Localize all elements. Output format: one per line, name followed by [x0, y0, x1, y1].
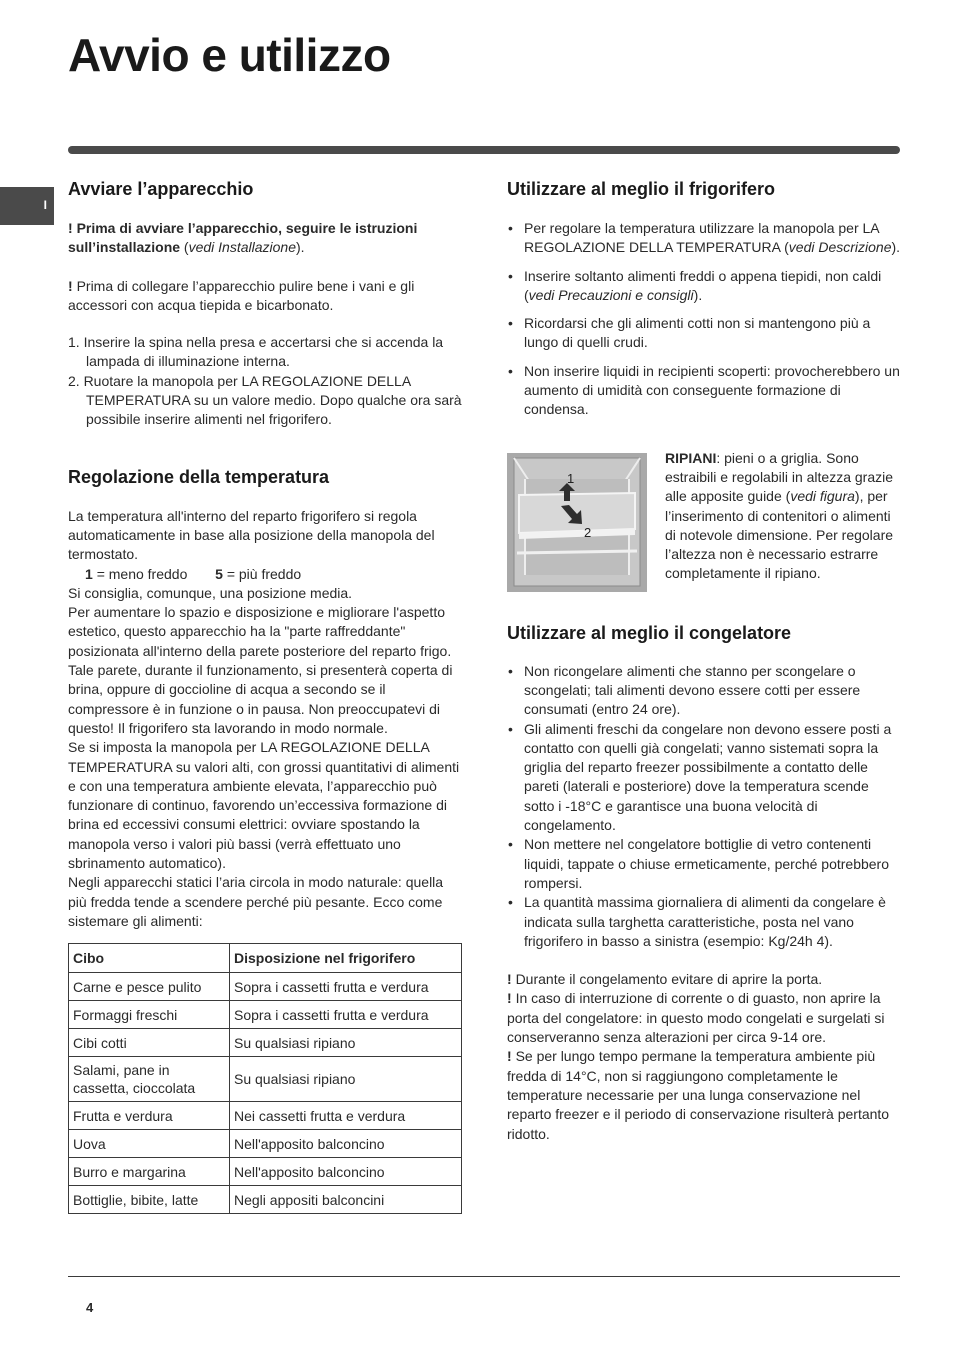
- start-steps: [68, 333, 462, 429]
- cleaning-note-text: Prima di collegare l’apparecchio pulire bene i vani e gli accessori con acqua tiepida e bicarbonato.: [68, 277, 415, 313]
- table-cell: Frutta e verdura: [69, 1102, 230, 1130]
- table-cell: Nell'apposito balconcino: [230, 1130, 462, 1158]
- scale-max-number: 5: [215, 565, 223, 582]
- freezer-note-ambient: [507, 1047, 901, 1143]
- fridge-tips-list: [507, 219, 901, 420]
- table-cell: Sopra i cassetti frutta e verdura: [230, 973, 462, 1001]
- title-divider: [68, 146, 900, 154]
- table-cell: Sopra i cassetti frutta e verdura: [230, 1001, 462, 1029]
- list-item: [507, 267, 901, 306]
- ripiani-text-2: ), per l’inserimento di contenitori o alimenti di notevole dimensione. Per regolare l’altezza non è necessario estrarre completamente il ripiano.: [665, 488, 894, 582]
- thermostat-scale: [68, 565, 462, 584]
- table-cell: Cibi cotti: [69, 1029, 230, 1057]
- table-row: [69, 1130, 462, 1158]
- table-row: [69, 1029, 462, 1057]
- table-row: [69, 973, 462, 1001]
- list-item: [507, 219, 901, 258]
- warning-mark: !: [507, 990, 512, 1007]
- table-row: [69, 1186, 462, 1214]
- tip-paren: ).: [891, 239, 901, 256]
- tip-text: Per regolare la temperatura utilizzare la manopola per LA REGOLAZIONE DELLA TEMPERATURA (: [524, 220, 879, 256]
- ripiani-ref: vedi figura: [790, 488, 855, 505]
- table-cell: Formaggi freschi: [69, 1001, 230, 1029]
- table-cell: Bottiglie, bibite, latte: [69, 1186, 230, 1214]
- table-header-cell: Disposizione nel frigorifero: [230, 944, 462, 973]
- list-item: • Non inserire liquidi in recipienti scoperti: provocherebbero un aumento di umidità con conseguente formazione di condensa.: [507, 362, 901, 420]
- list-item: • Gli alimenti freschi da congelare non devono essere posti a contatto con quelli già congelati; vanno sistemati sopra la griglia del reparto freezer possibilmente a contatto delle pareti (laterali e posteriore) dove la temperatura scende sotto i -18°C e garantisce una buona velocità di congelamento.: [507, 720, 901, 836]
- table-row: [69, 1057, 462, 1102]
- list-item: • La quantità massima giornaliera di alimenti da congelare è indicata sulla targhetta caratteristiche, posta nel vano frigorifero in basso a sinistra (esempio: Kg/24h 4).: [507, 893, 901, 951]
- install-note: ! Prima di avviare l’apparecchio, seguire le istruzioni sull’installazione (vedi Installazione).: [68, 220, 418, 256]
- food-storage-table: [68, 943, 462, 1214]
- footer-divider: [68, 1276, 900, 1277]
- figure-label-1: 1: [567, 470, 575, 486]
- figure-label-2: 2: [584, 524, 592, 540]
- warning-mark: !: [68, 220, 73, 236]
- ripiani-text-1: : pieni o a griglia. Sono estraibili e regolabili in altezza grazie alle apposite guide (: [665, 449, 894, 505]
- list-item: • Non ricongelare alimenti che stanno per scongelare o scongelati; tali alimenti devono essere cotti per essere consumati (entro 24 ore).: [507, 662, 901, 720]
- language-tab: I: [0, 187, 54, 225]
- table-header-cell: Cibo: [69, 944, 230, 973]
- freezer-note-door: [507, 970, 901, 989]
- list-item: • Ricordarsi che gli alimenti cotti non si mantengono più a lungo di quelli crudi.: [507, 314, 901, 353]
- table-cell: Su qualsiasi ripiano: [230, 1029, 462, 1057]
- warning-mark: !: [68, 277, 73, 294]
- section-heading-frigorifero: Utilizzare al meglio il frigorifero: [507, 179, 776, 199]
- freezer-note-text: In caso di interruzione di corrente o di guasto, non aprire la porta del congelatore: in questo modo congelati e surgelati si conserveranno senza alterazioni per circa 9-14 ore.: [507, 990, 885, 1046]
- scale-min-label: = meno freddo: [96, 565, 188, 582]
- table-cell: Carne e pesce pulito: [69, 973, 230, 1001]
- page-title: Avvio e utilizzo: [68, 29, 391, 81]
- right-column: [507, 178, 901, 1144]
- list-item: • Non mettere nel congelatore bottiglie di vetro contenenti liquidi, tappate o chiuse ermeticamente, perché potrebbero rompersi.: [507, 835, 901, 893]
- freezer-note-outage: [507, 989, 901, 1047]
- freezer-tips-list: [507, 662, 901, 951]
- tip-paren: ).: [693, 286, 703, 303]
- shelf-drawing: [507, 453, 647, 592]
- install-note-ref: vedi Installazione: [188, 239, 296, 256]
- freezer-note-text: Se per lungo tempo permane la temperatura ambiente più fredda di 14°C, non si raggiungono completamente le temperature necessarie per una lunga conservazione nel reparto freezer e il periodo di conservazione risulterà pertanto ridotto.: [507, 1048, 890, 1142]
- table-cell: Nei cassetti frutta e verdura: [230, 1102, 462, 1130]
- table-cell: Burro e margarina: [69, 1158, 230, 1186]
- table-row: [69, 1158, 462, 1186]
- list-item: 1. Inserire la spina nella presa e accertarsi che si accenda la lampada di illuminazione interna.: [68, 334, 444, 370]
- page-number: 4: [86, 1300, 94, 1315]
- table-cell: Salami, pane in cassetta, cioccolata: [69, 1057, 230, 1102]
- scale-max-label: = più freddo: [226, 565, 302, 582]
- tip-ref: vedi Precauzioni e consigli: [528, 286, 694, 303]
- warning-mark: !: [507, 971, 512, 988]
- tip-text: Inserire soltanto alimenti freddi o appena tiepidi, non caldi (: [524, 267, 882, 303]
- left-column: [68, 178, 462, 1214]
- section-heading-regolazione: Regolazione della temperatura: [68, 466, 330, 487]
- table-cell: Su qualsiasi ripiano: [230, 1057, 462, 1102]
- cleaning-note: [68, 277, 462, 316]
- tip-ref: vedi Descrizione: [788, 239, 892, 256]
- regolazione-intro: La temperatura all'interno del reparto frigorifero si regola automaticamente in base alla posizione della manopola del termostato.: [68, 507, 435, 563]
- list-item: 2. Ruotare la manopola per LA REGOLAZIONE DELLA TEMPERATURA su un valore medio. Dopo qualche ora sarà possibile inserire alimenti nel frigorifero.: [68, 372, 462, 428]
- warning-mark: !: [507, 1048, 512, 1065]
- table-cell: Negli appositi balconcini: [230, 1186, 462, 1214]
- ripiani-label: RIPIANI: [665, 449, 717, 466]
- install-note-bold: Prima di avviare l’apparecchio, seguire le istruzioni sull’installazione: [68, 220, 418, 256]
- ripiani-block: [507, 449, 901, 596]
- table-cell: Uova: [69, 1130, 230, 1158]
- freezer-note-text: Durante il congelamento evitare di aprire la porta.: [515, 971, 823, 988]
- table-header-row: [69, 944, 462, 973]
- section-heading-avviare: Avviare l’apparecchio: [68, 179, 254, 199]
- table-row: [69, 1001, 462, 1029]
- regolazione-body: Si consiglia, comunque, una posizione media. Per aumentare lo spazio e disposizione e migliorare l'aspetto estetico, questo apparecchio ha la "parte raffreddante" posizionata all'interno della parete posteriore del reparto frigo. Tale parete, durante il funzionamento, si presenterà coperta di brina, oppure di goccioline di acqua a secondo se il compressore è in funzione o in pausa. Non preoccupatevi di questo! Il frigorifero sta lavorando in modo normale. Se si imposta la manopola per LA REGOLAZIONE DELLA TEMPERATURA su valori alti, con grossi quantitativi di alimenti e con una temperatura ambiente elevata, l’apparecchio può funzionare di continuo, favorendo un’eccessiva formazione di brina ed eccessivi consumi elettrici: ovviare spostando la manopola verso i valori più bassi (verrà effettuato uno sbrinamento automatico). Negli apparecchi statici l’aria circola in modo naturale: quella più fredda tende a scendere perché più pesante. Ecco come sistemare gli alimenti:: [68, 584, 460, 929]
- scale-min-number: 1: [85, 565, 93, 582]
- shelf-illustration: [507, 453, 647, 592]
- table-cell: Nell'apposito balconcino: [230, 1158, 462, 1186]
- section-heading-congelatore: Utilizzare al meglio il congelatore: [507, 622, 792, 643]
- table-row: [69, 1102, 462, 1130]
